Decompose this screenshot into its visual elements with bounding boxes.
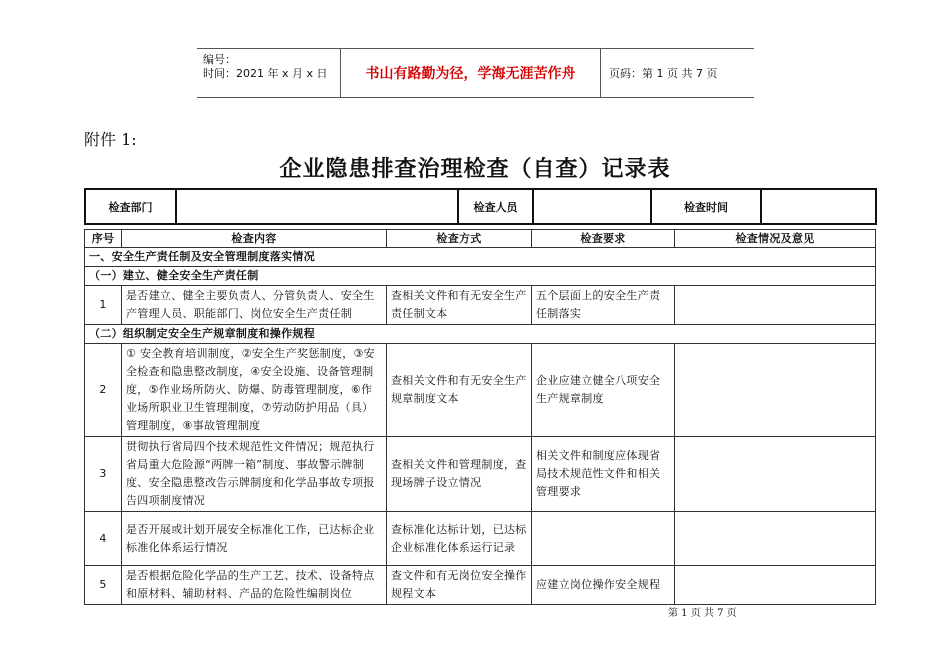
subsection-row <box>85 325 876 344</box>
row-content: 贯彻执行省局四个技术规范性文件情况；规范执行省局重大危险源“两牌一箱”制度、事故警示牌制度、安全隐患整改告示牌制度和化学品事故专项报告四项制度情况 <box>122 437 387 512</box>
info-table <box>84 188 877 225</box>
attachment-label: 附件 1: <box>84 130 137 149</box>
row-number: 3 <box>85 437 122 512</box>
col-content: 检查内容 <box>122 230 387 248</box>
row-method: 查文件和有无岗位安全操作规程文本 <box>387 566 532 605</box>
dept-field[interactable] <box>176 189 458 224</box>
page-footer: 第 1 页 共 7 页 <box>668 608 737 619</box>
row-number: 2 <box>85 344 122 437</box>
number-label: 编号： <box>203 53 236 66</box>
row-result[interactable] <box>675 286 876 325</box>
section-title: 一、安全生产责任制及安全管理制度落实情况 <box>85 248 876 267</box>
col-result: 检查情况及意见 <box>675 230 876 248</box>
header-motto: 书山有路勤为径，学海无涯苦作舟 <box>340 49 601 97</box>
table-row <box>85 437 876 512</box>
time-label: 时间：2021 年 x 月 x 日 <box>203 67 328 80</box>
row-method: 查相关文件和有无安全生产规章制度文本 <box>387 344 532 437</box>
staff-label: 检查人员 <box>458 189 533 224</box>
table-row <box>85 512 876 566</box>
row-result[interactable] <box>675 512 876 566</box>
document-header <box>197 48 754 98</box>
staff-field[interactable] <box>533 189 651 224</box>
row-content: 是否根据危险化学品的生产工艺、技术、设备特点和原材料、辅助材料、产品的危险性编制岗位 <box>122 566 387 605</box>
row-method: 查标准化达标计划，已达标企业标准化体系运行记录 <box>387 512 532 566</box>
table-row <box>85 344 876 437</box>
row-content: 是否开展或计划开展安全标准化工作，已达标企业标准化体系运行情况 <box>122 512 387 566</box>
row-result[interactable] <box>675 344 876 437</box>
col-no: 序号 <box>85 230 122 248</box>
subsection-title: （一）建立、健全安全生产责任制 <box>85 267 876 286</box>
document-title: 企业隐患排查治理检查（自查）记录表 <box>279 156 671 182</box>
col-method: 检查方式 <box>387 230 532 248</box>
row-number: 1 <box>85 286 122 325</box>
table-row <box>85 566 876 605</box>
time-label: 检查时间 <box>651 189 761 224</box>
row-requirement: 相关文件和制度应体现省局技术规范性文件和相关管理要求 <box>532 437 675 512</box>
inspection-table <box>84 229 876 605</box>
subsection-title: （二）组织制定安全生产规章制度和操作规程 <box>85 325 876 344</box>
row-requirement: 企业应建立健全八项安全生产规章制度 <box>532 344 675 437</box>
row-number: 4 <box>85 512 122 566</box>
col-requirement: 检查要求 <box>532 230 675 248</box>
row-content: 是否建立、健全主要负责人、分管负责人、安全生产管理人员、职能部门、岗位安全生产责任制 <box>122 286 387 325</box>
row-result[interactable] <box>675 566 876 605</box>
header-page-label: 页码：第 1 页 共 7 页 <box>609 67 718 80</box>
row-method: 查相关文件和管理制度，查现场牌子设立情况 <box>387 437 532 512</box>
row-number: 5 <box>85 566 122 605</box>
time-field[interactable] <box>761 189 876 224</box>
info-row <box>85 189 876 224</box>
column-header-row <box>85 230 876 248</box>
row-content: ① 安全教育培训制度，②安全生产奖惩制度，③安全检查和隐患整改制度，④安全设施、设备管理制度，⑤作业场所防火、防爆、防毒管理制度，⑥作业场所职业卫生管理制度，⑦劳动防护用品（具）管理制度，⑧事故管理制度 <box>122 344 387 437</box>
section-row <box>85 248 876 267</box>
row-requirement <box>532 512 675 566</box>
row-result[interactable] <box>675 437 876 512</box>
table-row <box>85 286 876 325</box>
row-method: 查相关文件和有无安全生产责任制文本 <box>387 286 532 325</box>
dept-label: 检查部门 <box>85 189 176 224</box>
row-requirement: 应建立岗位操作安全规程 <box>532 566 675 605</box>
subsection-row <box>85 267 876 286</box>
row-requirement: 五个层面上的安全生产责任制落实 <box>532 286 675 325</box>
header-meta <box>197 49 340 97</box>
